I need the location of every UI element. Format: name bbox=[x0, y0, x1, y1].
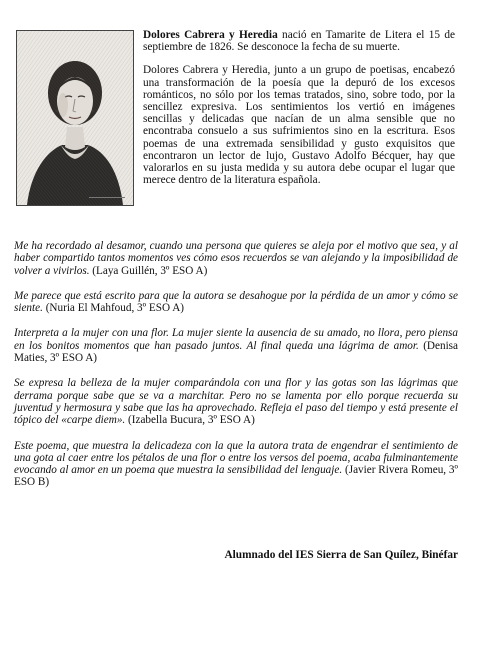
comment-author: (Denisa Maties, 3º ESO A) bbox=[14, 339, 458, 365]
portrait-engraving-icon bbox=[17, 31, 133, 205]
bio-intro-text: nació en Tamarite de Litera el 15 de septiembre de 1826. Se desconoce la fecha de su muerte. bbox=[143, 29, 455, 54]
comment-quote: Se expresa la belleza de la mujer comparándola con una flor y las gotas son las lágrimas que derrama porque sabe que se va a marchitar. Pero no se lamenta por ello porque recuerda su juventud y hermosura y sabe que las ha aprovechado. Refleja el paso del tiempo y está presente el tópico del «carpe diem». bbox=[14, 377, 458, 427]
comment bbox=[14, 327, 458, 364]
comment-quote: Me ha recordado al desamor, cuando una persona que quieres se aleja por el motivo que sea, y al haber compartido tantos momentos ves cómo esos recuerdos se van alejando y la imposibilidad de volver a vivirlos. bbox=[14, 240, 458, 277]
comment-author: (Laya Guillén, 3º ESO A) bbox=[89, 264, 208, 277]
comment bbox=[14, 440, 458, 489]
comment bbox=[14, 290, 458, 315]
comment-author: (Nuria El Mahfoud, 3º ESO A) bbox=[42, 302, 185, 315]
biography bbox=[143, 29, 455, 197]
signature: Alumnado del IES Sierra de San Quílez, Binéfar bbox=[224, 549, 458, 561]
comment bbox=[14, 240, 458, 277]
bio-body: Dolores Cabrera y Heredia, junto a un grupo de poetisas, encabezó una transformación de la poesía que la depuró de los excesos románticos, no sólo por los temas tratados, sino, sobre todo, por la sencillez expresiva. Los sentimientos los vertió en imágenes sencillas y delicadas que nacían de un alma sensible que no encontraba consuelo a sus sufrimientos sino en la escritura. Esos poemas de una extremada sensibilidad y gusto exquisitos que encontraron un lector de lujo, Gustavo Adolfo Bécquer, hay que valorarlos en su justa medida y su autora debe ocupar el lugar que merece dentro de la literatura española. bbox=[143, 64, 455, 187]
comment bbox=[14, 377, 458, 426]
student-comments bbox=[14, 240, 458, 502]
portrait-image bbox=[16, 30, 134, 206]
comment-author: (Javier Rivera Romeu, 3º ESO B) bbox=[14, 464, 458, 489]
bio-intro bbox=[143, 29, 455, 53]
comment-quote: Interpreta a la mujer con una flor. La mujer siente la ausencia de su amado, no llora, pero piensa en los bonitos momentos que han pasado juntos. Al final queda una lágrima de amor. bbox=[14, 327, 458, 352]
bio-name: Dolores Cabrera y Heredia bbox=[143, 29, 278, 41]
comment-quote: Me parece que está escrito para que la autora se desahogue por la pérdida de un amor y cómo se siente. bbox=[14, 289, 458, 315]
comment-quote: Este poema, que muestra la delicadeza con la que la autora trata de engendrar el sentimiento de una gota al caer entre los pétalos de una flor o entre los versos del poema, acaba fulminantemente evocando al amor en un poema que muestra la sensibilidad del lenguaje. bbox=[14, 439, 458, 477]
comment-author: (Izabella Bucura, 3º ESO A) bbox=[125, 414, 255, 427]
